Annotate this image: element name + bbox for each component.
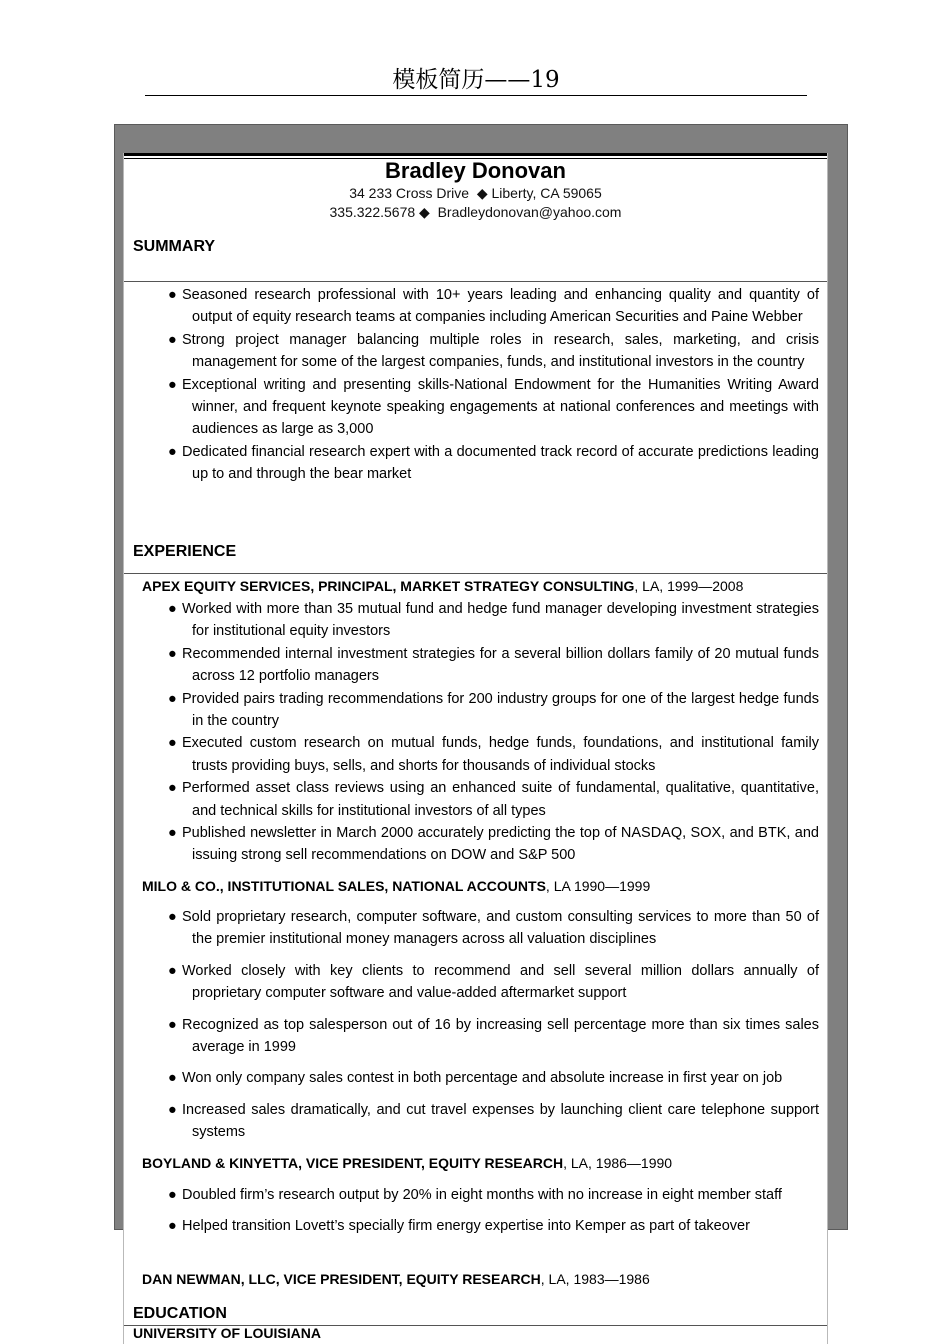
duty-item: ● Worked closely with key clients to recommend and sell several million dollars annually of proprietary computer software and value-added aftermarket support	[168, 960, 819, 1005]
city-state-zip: Liberty, CA 59065	[491, 185, 602, 201]
duty-item: ● Helped transition Lovett’s specially firm energy expertise into Kemper as part of takeover	[168, 1215, 819, 1237]
bullet-icon: ●	[168, 1016, 177, 1033]
job-heading	[142, 1155, 672, 1171]
duty-item: ● Doubled firm’s research output by 20% in eight months with no increase in eight member staff	[168, 1184, 819, 1206]
bullet-icon: ●	[168, 909, 177, 925]
address-line	[124, 185, 827, 202]
bullet-icon: ●	[168, 1070, 177, 1087]
summary-item: ● Dedicated financial research expert with a documented track record of accurate predictions leading up to and through the bear market	[168, 441, 819, 486]
bullet-icon: ●	[168, 645, 177, 662]
bullet-icon: ●	[168, 1187, 177, 1203]
job-dates: , LA, 1983—1986	[540, 1271, 650, 1287]
job-heading	[142, 1271, 650, 1287]
duty-item: ● Worked with more than 35 mutual fund and hedge fund manager developing investment strategies for institutional equity investors	[168, 598, 819, 643]
bullet-icon: ●	[168, 287, 177, 303]
summary-list	[168, 284, 819, 486]
duty-item: ● Increased sales dramatically, and cut travel expenses by launching client care telephone support systems	[168, 1099, 819, 1144]
bullet-icon: ●	[168, 601, 177, 617]
document-title: 模板简历——19	[145, 64, 807, 96]
bullet-icon: ●	[168, 1101, 177, 1118]
bullet-icon: ●	[168, 376, 177, 393]
job-heading	[142, 578, 743, 594]
bullet-icon: ●	[168, 735, 177, 752]
job-title: APEX EQUITY SERVICES, PRINCIPAL, MARKET STRATEGY CONSULTING	[142, 578, 635, 594]
job-dates: , LA 1990—1999	[545, 878, 651, 894]
duty-item: ● Performed asset class reviews using an enhanced suite of fundamental, qualitative, quantitative, and technical skills for institutional investors of all types	[168, 777, 819, 822]
bullet-icon: ●	[168, 443, 177, 460]
school-name: UNIVERSITY OF LOUISIANA	[133, 1325, 321, 1341]
duty-item: ● Sold proprietary research, computer software, and custom consulting services to more than 50 of the premier institutional money managers across all valuation disciplines	[168, 906, 819, 951]
street-address: 34 233 Cross Drive	[349, 185, 470, 201]
summary-item: ● Seasoned research professional with 10+ years leading and enhancing quality and quantity of output of equity research teams at companies including American Securities and Paine Webber	[168, 284, 819, 329]
bullet-icon: ●	[168, 690, 177, 707]
duty-item: ● Recognized as top salesperson out of 16 by increasing sell percentage more than six times sales average in 1999	[168, 1014, 819, 1059]
summary-item: ● Exceptional writing and presenting skills-National Endowment for the Humanities Writing Award winner, and frequent keynote speaking engagements at national conferences and meetings with audiences as large as 3,000	[168, 374, 819, 441]
diamond-icon: ◆	[476, 185, 488, 201]
bullet-icon: ●	[168, 780, 177, 797]
duty-item: ● Recommended internal investment strategies for a several billion dollars family of 20 mutual funds across 12 portfolio managers	[168, 643, 819, 688]
experience-heading: EXPERIENCE	[133, 543, 237, 560]
summary-rule	[124, 281, 827, 282]
diamond-icon: ◆	[419, 204, 430, 220]
bullet-icon: ●	[168, 1218, 177, 1235]
bullet-icon: ●	[168, 962, 177, 979]
job-dates: , LA, 1986—1990	[563, 1155, 673, 1171]
duty-item: ● Published newsletter in March 2000 accurately predicting the top of NASDAQ, SOX, and BTK, and issuing strong sell recommendations on DOW and S&P 500	[168, 822, 819, 867]
contact-line	[124, 204, 827, 221]
job-duties-list	[168, 598, 819, 867]
candidate-name: Bradley Donovan	[385, 158, 566, 183]
job-title: DAN NEWMAN, LLC, VICE PRESIDENT, EQUITY RESEARCH	[142, 1271, 541, 1287]
top-rule-thick	[124, 153, 827, 156]
duty-item: ● Won only company sales contest in both percentage and absolute increase in first year on job	[168, 1067, 819, 1089]
job-title: MILO & CO., INSTITUTIONAL SALES, NATIONAL ACCOUNTS	[142, 878, 546, 894]
experience-rule	[124, 573, 827, 574]
resume-page	[123, 153, 828, 1344]
duty-item: ● Executed custom research on mutual funds, hedge funds, foundations, and institutional family trusts providing buys, sells, and shorts for thousands of individual stocks	[168, 732, 819, 777]
bullet-icon: ●	[168, 331, 177, 348]
duty-item: ● Provided pairs trading recommendations for 200 industry groups for one of the largest hedge funds in the country	[168, 688, 819, 733]
job-dates: , LA, 1999—2008	[634, 578, 744, 594]
bullet-icon: ●	[168, 825, 177, 842]
summary-item: ● Strong project manager balancing multiple roles in research, sales, marketing, and crisis management for some of the largest companies, funds, and institutional investors in the country	[168, 329, 819, 374]
summary-heading: SUMMARY	[133, 238, 216, 255]
job-heading	[142, 878, 650, 894]
education-heading: EDUCATION	[133, 1305, 227, 1322]
job-duties-list	[168, 906, 819, 1153]
job-duties-list	[168, 1184, 819, 1247]
phone-number: 335.322.5678	[329, 204, 416, 220]
job-title: BOYLAND & KINYETTA, VICE PRESIDENT, EQUITY RESEARCH	[142, 1155, 564, 1171]
email-address: Bradleydonovan@yahoo.com	[437, 204, 622, 220]
